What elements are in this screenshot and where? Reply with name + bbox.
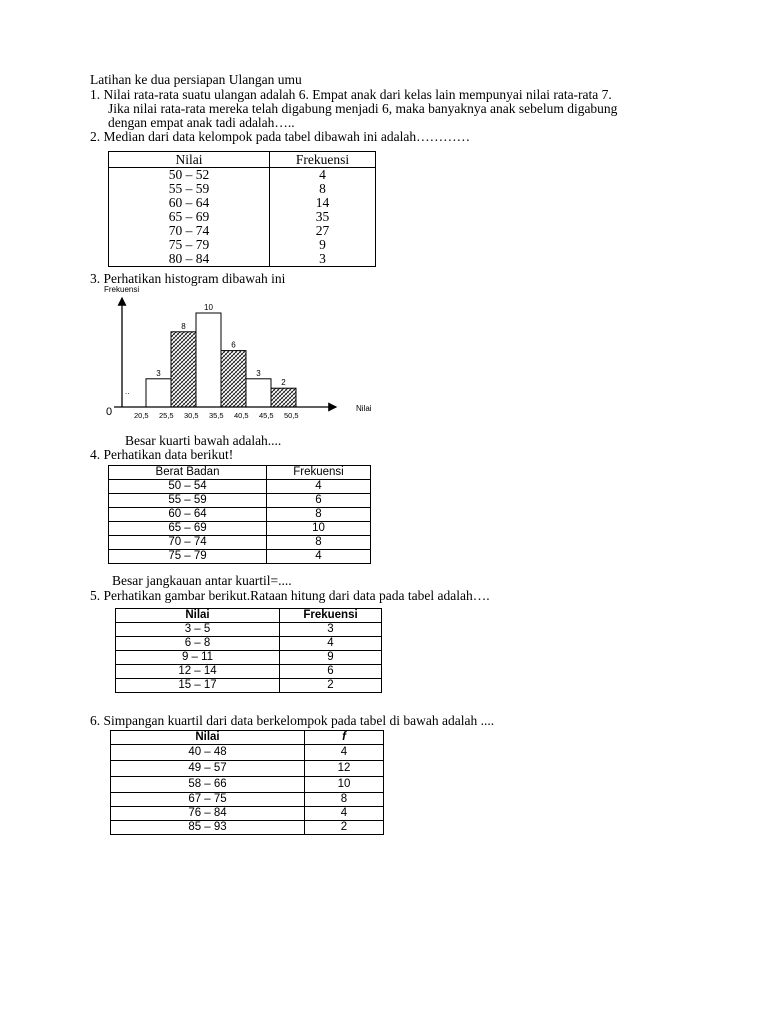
table-cell: 75 – 79	[109, 238, 270, 252]
table-row	[111, 777, 384, 793]
mean-table	[115, 608, 382, 693]
histogram-bar	[271, 388, 296, 407]
table-cell: 58 – 66	[111, 777, 305, 793]
table-cell: 6	[280, 665, 382, 679]
x-axis-label: Nilai	[356, 404, 372, 413]
table-cell: 50 – 54	[109, 480, 267, 494]
table-header: Frekuensi	[270, 152, 376, 168]
table-cell: 12 – 14	[116, 665, 280, 679]
table-cell: 4	[305, 745, 384, 761]
table-cell: 60 – 64	[109, 508, 267, 522]
table-cell: 4	[267, 550, 371, 564]
table-cell: 6	[267, 494, 371, 508]
x-tick-label: 50,5	[284, 411, 299, 420]
table-row	[111, 807, 384, 821]
table-cell: 3	[319, 251, 326, 266]
table-cell: 55 – 59	[109, 182, 270, 196]
table-cell: 10	[305, 777, 384, 793]
table-cell: 8	[267, 536, 371, 550]
question-4-prompt: Besar jangkauan antar kuartil=....	[112, 573, 292, 588]
table-header: Nilai	[116, 609, 280, 623]
x-tick-label: 30,5	[184, 411, 199, 420]
table-cell: 75 – 79	[109, 550, 267, 564]
table-row	[109, 210, 376, 224]
table-header: Frekuensi	[280, 609, 382, 623]
table-cell: 4	[267, 480, 371, 494]
table-row	[111, 761, 384, 777]
table-cell: 6 – 8	[116, 637, 280, 651]
table-row	[109, 522, 371, 536]
x-tick-labels	[134, 411, 299, 420]
question-3-text: 3. Perhatikan histogram dibawah ini	[90, 271, 286, 286]
x-tick-label: 25,5	[159, 411, 174, 420]
bar-value-label: 2	[281, 378, 286, 388]
table-cell: 9	[319, 237, 326, 252]
table-row	[109, 196, 376, 210]
table-row	[116, 651, 382, 665]
table-cell: 60 – 64	[109, 196, 270, 210]
question-6-text: 6. Simpangan kuartil dari data berkelompok pada tabel di bawah adalah ....	[90, 713, 495, 728]
table-cell: 8	[267, 508, 371, 522]
table-cell: 40 – 48	[111, 745, 305, 761]
table-cell: 12	[305, 761, 384, 777]
histogram-chart	[100, 284, 390, 426]
table-row	[109, 494, 371, 508]
x-tick-label: 35,5	[209, 411, 224, 420]
table-cell: 9	[280, 651, 382, 665]
weight-table	[108, 465, 371, 564]
table-row	[109, 182, 376, 196]
table-row	[116, 665, 382, 679]
table-cell: 4	[280, 637, 382, 651]
histogram-bar	[221, 351, 246, 407]
bars-group	[146, 303, 296, 407]
table-row	[116, 637, 382, 651]
table-cell: 2	[280, 679, 382, 693]
table-cell: 10	[267, 522, 371, 536]
table-row	[109, 480, 371, 494]
bar-value-label: 6	[231, 340, 236, 350]
table-cell: 35	[315, 209, 330, 224]
table-cell: 15 – 17	[116, 679, 280, 693]
quartile-deviation-table	[110, 730, 384, 835]
table-row	[109, 508, 371, 522]
bar-value-label: 3	[156, 368, 161, 378]
table-cell: 3	[280, 623, 382, 637]
histogram-bar	[171, 332, 196, 407]
table-row	[109, 252, 376, 267]
table-row	[109, 536, 371, 550]
table-cell: 76 – 84	[111, 807, 305, 821]
table-header: Nilai	[111, 731, 305, 745]
table-row	[109, 168, 376, 183]
table-cell: 70 – 74	[109, 224, 270, 238]
table-cell: 2	[305, 821, 384, 835]
table-cell: 85 – 93	[111, 821, 305, 835]
table-cell: 70 – 74	[109, 536, 267, 550]
table-cell: 80 – 84	[109, 252, 270, 267]
x-tick-label: 45,5	[259, 411, 274, 420]
table-row	[109, 550, 371, 564]
table-cell: 3 – 5	[116, 623, 280, 637]
table-cell: 8	[319, 181, 326, 196]
table-row	[109, 224, 376, 238]
table-cell: 49 – 57	[111, 761, 305, 777]
table-row	[111, 793, 384, 807]
x-tick-label: 40,5	[234, 411, 249, 420]
table-header: Frekuensi	[267, 466, 371, 480]
question-2-text: 2. Median dari data kelompok pada tabel dibawah ini adalah…………	[90, 129, 471, 144]
table-cell: 14	[315, 195, 330, 210]
bar-value-label: 3	[256, 368, 261, 378]
table-cell: 8	[305, 793, 384, 807]
table-row	[111, 821, 384, 835]
table-cell: 67 – 75	[111, 793, 305, 807]
table-cell: 50 – 52	[109, 168, 270, 183]
table-row	[111, 745, 384, 761]
question-1-line-1: 1. Nilai rata-rata suatu ulangan adalah 6. Empat anak dari kelas lain mempunyai nilai rata-rata 7.	[90, 87, 612, 102]
table-row	[116, 623, 382, 637]
table-header: Berat Badan	[109, 466, 267, 480]
svg-text:..: ..	[125, 387, 130, 396]
table-header: f	[305, 731, 384, 745]
table-cell: 9 – 11	[116, 651, 280, 665]
histogram-bar	[146, 379, 171, 407]
question-1-line-3: dengan empat anak tadi adalah…..	[108, 115, 295, 130]
y-axis-label: Frekuensi	[104, 285, 140, 294]
table-cell: 55 – 59	[109, 494, 267, 508]
question-4-text: 4. Perhatikan data berikut!	[90, 447, 234, 462]
document-title: Latihan ke dua persiapan Ulangan umu	[90, 72, 302, 87]
table-row	[109, 238, 376, 252]
median-table	[108, 151, 376, 267]
table-cell: 65 – 69	[109, 522, 267, 536]
histogram-bar	[196, 313, 221, 407]
table-cell: 4	[305, 807, 384, 821]
bar-value-label: 8	[181, 321, 186, 331]
table-cell: 4	[319, 167, 326, 182]
table-header: Nilai	[109, 152, 270, 168]
histogram-bar	[246, 379, 271, 407]
origin-label: 0	[106, 406, 113, 418]
question-3-prompt: Besar kuarti bawah adalah....	[125, 433, 282, 448]
table-row	[116, 679, 382, 693]
bar-value-label: 10	[204, 303, 213, 312]
table-cell: 27	[315, 223, 330, 238]
question-1-line-2: Jika nilai rata-rata mereka telah digabung menjadi 6, maka banyaknya anak sebelum digabung	[108, 101, 618, 116]
table-cell: 65 – 69	[109, 210, 270, 224]
question-5-text: 5. Perhatikan gambar berikut.Rataan hitung dari data pada tabel adalah….	[90, 588, 490, 603]
x-tick-label: 20,5	[134, 411, 149, 420]
